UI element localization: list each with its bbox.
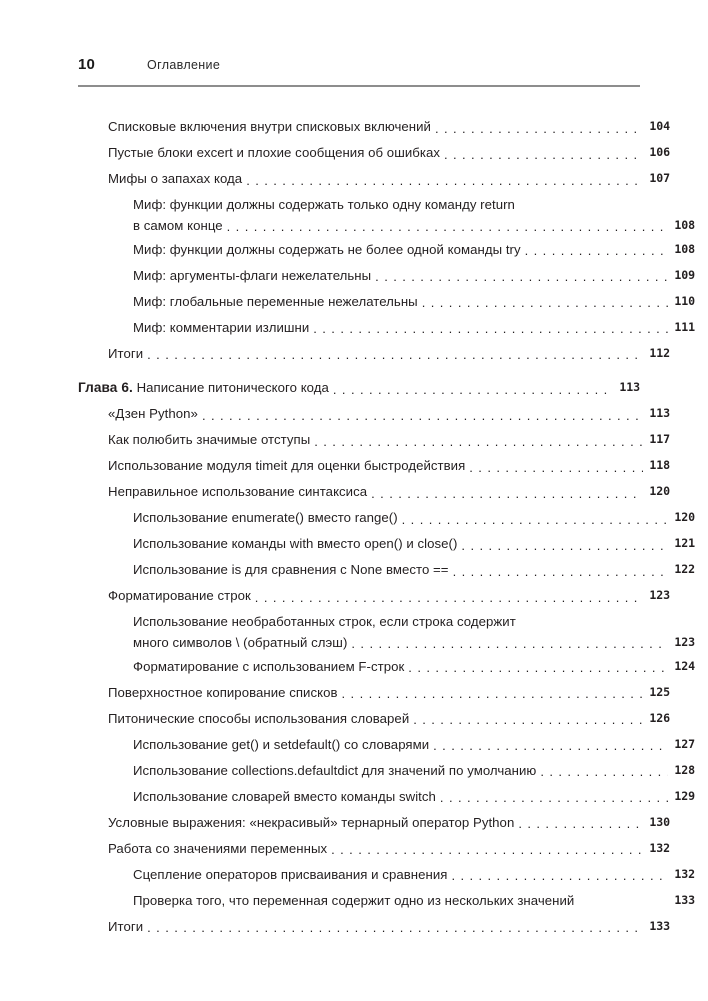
dot-leader [402, 512, 668, 525]
toc-page-number: 123 [649, 588, 670, 602]
running-head-title: Оглавление [147, 58, 221, 72]
toc-entry-row [133, 866, 695, 884]
toc-page-number: 110 [674, 293, 695, 308]
toc-entry[interactable] [78, 345, 670, 363]
toc-entry[interactable] [78, 814, 670, 832]
dot-leader [451, 868, 668, 881]
toc-entry-row [133, 658, 695, 676]
toc-entry[interactable] [78, 561, 695, 579]
toc-entry-row [108, 345, 670, 363]
toc-page-number: 112 [649, 345, 670, 360]
toc-entry[interactable] [78, 866, 695, 884]
dot-leader [540, 764, 668, 777]
chapter-title: Написание питонического кода [132, 380, 329, 395]
dot-leader [444, 147, 643, 160]
toc-entry-title: Форматирование строк [108, 588, 251, 603]
toc-page-number: 133 [649, 918, 670, 933]
toc-entry[interactable] [78, 144, 670, 162]
toc-entry-title: Миф: глобальные переменные нежелательны [133, 293, 418, 309]
toc-page-number: 125 [649, 684, 670, 699]
toc-page-number: 127 [674, 736, 695, 751]
toc-entry[interactable] [78, 267, 695, 285]
toc-entry-row [133, 509, 695, 527]
chapter-label: Глава 6. [78, 380, 133, 395]
dot-leader [314, 434, 643, 447]
toc-entry-title [78, 379, 329, 397]
toc-entry[interactable] [78, 840, 670, 858]
toc-entry-title: Использование словарей вместо команды switch [133, 788, 436, 804]
dot-leader [453, 564, 668, 577]
toc-page-number: 132 [649, 840, 670, 855]
toc-entry-row [108, 144, 670, 162]
dot-leader [375, 269, 668, 282]
toc-entry-title: Условные выражения: «некрасивый» тернарный оператор Python [108, 814, 515, 830]
toc-entry[interactable] [78, 710, 670, 728]
toc-entry-row [133, 293, 695, 311]
toc-entry-title: в самом конце [133, 217, 223, 233]
dot-leader [227, 219, 668, 232]
toc-entry[interactable] [78, 379, 640, 397]
toc-entry[interactable] [78, 684, 670, 702]
toc-entry-row [108, 710, 670, 728]
toc-entry-row [133, 634, 695, 652]
page-folio: 10 [78, 56, 96, 73]
toc-entry-title: Поверхностное копирование списков [108, 684, 338, 700]
toc-entry-row [108, 840, 670, 858]
dot-leader [469, 460, 643, 473]
toc-page-number: 120 [649, 484, 670, 498]
toc-entry-title: Как полюбить значимые отступы [108, 432, 311, 447]
toc-entry-row [133, 217, 695, 235]
toc-entry-title: Итоги [108, 918, 144, 934]
toc-entry-row [108, 483, 670, 501]
toc-entry-title: Итоги [108, 345, 144, 361]
dot-leader [422, 295, 668, 308]
toc-entry-row [133, 892, 695, 910]
running-head [78, 56, 640, 82]
dot-leader [408, 660, 668, 673]
toc-page-number: 118 [649, 458, 670, 472]
dot-leader [518, 816, 643, 829]
toc-entry-title: Сцепление операторов присваивания и сравнения [133, 866, 448, 882]
toc-entry-title: Пустые блоки excert и плохие сообщения об ошибках [108, 145, 440, 160]
toc-entry-text-line1: Миф: функции должны содержать только одну команду return [133, 197, 515, 212]
toc-page-number: 111 [674, 319, 695, 334]
toc-page-number: 104 [649, 119, 670, 133]
dot-leader [440, 790, 668, 803]
toc-entry-title: Проверка того, что переменная содержит одно из нескольких значений [133, 892, 575, 908]
toc-entry-title: Работа со значениями переменных [108, 840, 328, 856]
toc-entry[interactable] [78, 918, 670, 936]
toc-entry[interactable] [78, 319, 695, 337]
toc-page-number: 122 [674, 562, 695, 576]
toc-page-number: 126 [649, 710, 670, 725]
toc-entry-row [133, 762, 695, 780]
toc-entry[interactable] [78, 118, 670, 136]
toc-entry-row [108, 684, 670, 702]
toc-entry[interactable] [78, 892, 695, 910]
toc-entry-row [133, 267, 695, 285]
toc-entry-row [133, 736, 695, 754]
dot-leader [433, 738, 668, 751]
toc-entry-row [108, 431, 670, 449]
toc-page-number: 124 [674, 658, 695, 673]
toc-entry-title: Использование команды with вместо open() и close() [133, 536, 458, 551]
toc-entry-row [133, 561, 695, 579]
toc-page-number: 108 [674, 217, 695, 232]
toc-entry-row [133, 241, 695, 259]
toc-page-number: 133 [674, 892, 695, 907]
dot-leader [461, 538, 668, 551]
toc-entry-title: Миф: функции должны содержать не более одной команды try [133, 241, 521, 257]
toc-entry-title: Списковые включения внутри списковых включений [108, 119, 431, 134]
toc-page-number: 108 [674, 241, 695, 256]
toc-entry-title: Использование collections.defaultdict для значений по умолчанию [133, 762, 537, 778]
dot-leader [331, 842, 643, 855]
toc-entry[interactable] [78, 483, 670, 501]
toc-entry-row [108, 918, 670, 936]
toc-page-number: 120 [674, 510, 695, 524]
toc-entry[interactable] [78, 736, 695, 754]
toc-entry[interactable] [78, 196, 695, 234]
toc-page-number: 129 [674, 788, 695, 803]
toc-page-number: 121 [674, 536, 695, 550]
toc-page-number: 132 [674, 866, 695, 881]
toc-entry[interactable] [78, 241, 695, 259]
toc-entry-row [133, 319, 695, 337]
toc-entry-title: Использование get() и setdefault() со словарями [133, 736, 430, 752]
toc-entry[interactable] [78, 509, 695, 527]
toc-entry-title: Использование модуля timeit для оценки быстродействия [108, 458, 466, 473]
toc-entry-title: Использование is для сравнения с None вместо == [133, 562, 449, 577]
toc-page-number: 109 [674, 267, 695, 282]
toc-entry-row [133, 535, 695, 553]
dot-leader [525, 243, 668, 256]
dot-leader [202, 408, 643, 421]
toc-entry-text-line1: Использование необработанных строк, если строка содержит [133, 614, 516, 629]
toc-entry[interactable] [78, 170, 670, 188]
toc-entry-row [108, 457, 670, 475]
toc-entry-title: «Дзен Python» [108, 406, 198, 421]
toc-entry-title: Миф: аргументы-флаги нежелательны [133, 267, 372, 283]
toc-entry[interactable] [78, 587, 670, 605]
toc-entry-row [108, 405, 670, 423]
dot-leader [147, 347, 643, 360]
toc-entry-title: Миф: комментарии излишни [133, 319, 310, 335]
toc-entry-title: Питонические способы использования словарей [108, 710, 410, 726]
dot-leader [413, 712, 643, 725]
toc-entry-row [108, 118, 670, 136]
toc-entry-title: Форматирование с использованием F-строк [133, 658, 405, 674]
toc-entry-title: Использование enumerate() вместо range() [133, 510, 398, 525]
table-of-contents [78, 118, 695, 935]
toc-entry-row [108, 587, 670, 605]
toc-page-number: 128 [674, 762, 695, 777]
toc-page-number: 130 [649, 814, 670, 829]
toc-entry[interactable] [78, 658, 695, 676]
toc-entry[interactable] [78, 431, 670, 449]
toc-page-number: 123 [674, 634, 695, 649]
toc-page-number: 107 [649, 171, 670, 185]
toc-entry-row [133, 788, 695, 806]
dot-leader [333, 382, 613, 395]
dot-leader [246, 173, 643, 186]
toc-page-number: 113 [649, 406, 670, 420]
toc-entry[interactable] [78, 613, 695, 651]
toc-entry[interactable] [78, 457, 670, 475]
toc-entry[interactable] [78, 535, 695, 553]
toc-entry-title: Неправильное использование синтаксиса [108, 484, 368, 499]
toc-page-number: 113 [619, 380, 640, 394]
dot-leader [255, 590, 643, 603]
toc-entry-title: Мифы о запахах кода [108, 171, 243, 186]
toc-page-number: 117 [649, 432, 670, 446]
dot-leader [578, 894, 658, 907]
toc-entry-title: много символов \ (обратный слэш) [133, 634, 348, 650]
toc-entry[interactable] [78, 293, 695, 311]
dot-leader [371, 486, 643, 499]
toc-entry[interactable] [78, 762, 695, 780]
toc-entry-row [108, 814, 670, 832]
toc-entry[interactable] [78, 788, 695, 806]
toc-entry-row [78, 379, 640, 397]
toc-entry[interactable] [78, 405, 670, 423]
dot-leader [351, 636, 668, 649]
header-rule [78, 85, 640, 87]
dot-leader [313, 321, 668, 334]
dot-leader [435, 121, 643, 134]
dot-leader [147, 920, 643, 933]
toc-page-number: 106 [649, 145, 670, 159]
toc-entry-row [108, 170, 670, 188]
dot-leader [342, 686, 643, 699]
